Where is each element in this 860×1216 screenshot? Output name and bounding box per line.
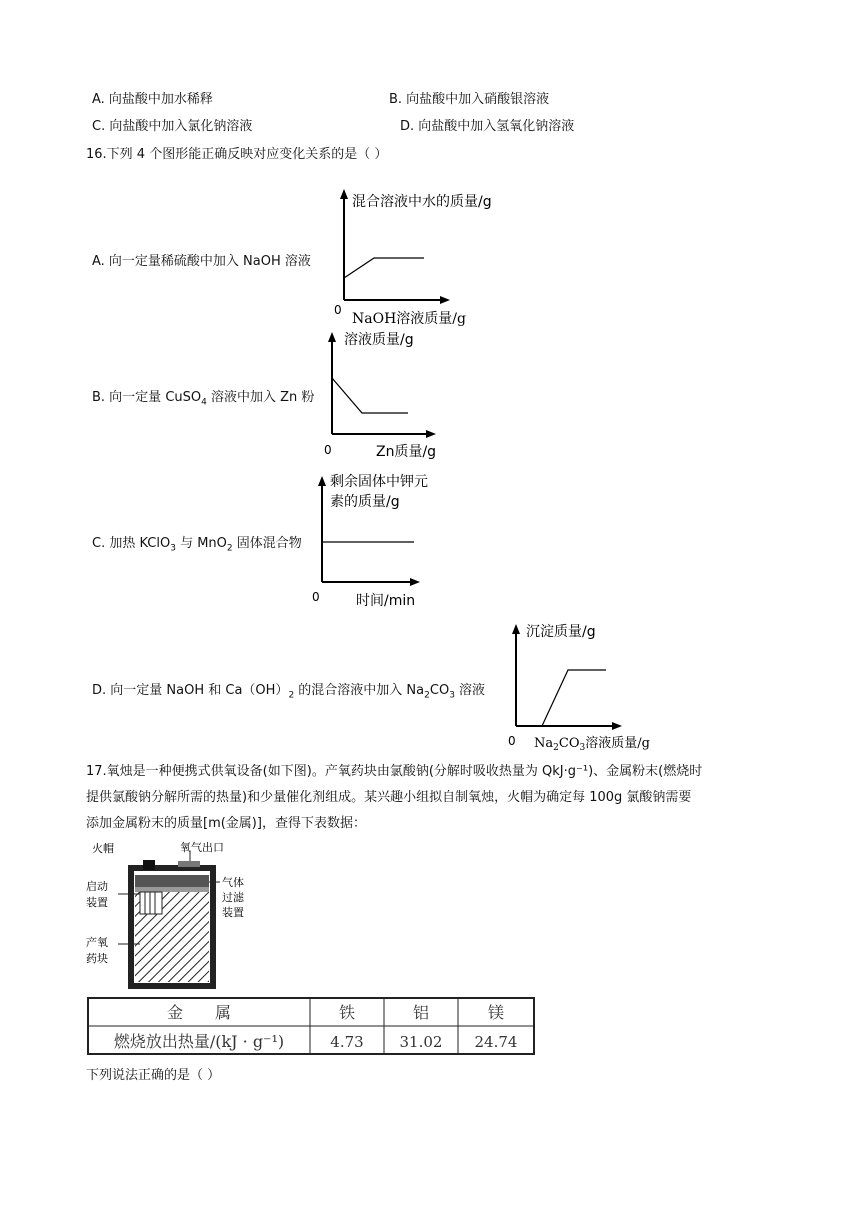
heat-magnesium: 24.74 xyxy=(474,1033,518,1051)
graph-c-origin: 0 xyxy=(312,590,320,604)
label-block-1: 产氧 xyxy=(86,936,108,949)
heat-iron: 4.73 xyxy=(330,1033,364,1051)
metal-iron: 铁 xyxy=(338,1003,356,1022)
q17-line2: 提供氯酸钠分解所需的热量)和少量催化剂组成。某兴趣小组拟自制氧烛，火帽为确定每 100g 氯酸钠需要 xyxy=(86,790,692,805)
oxygen-candle-figure xyxy=(84,838,264,990)
q15-option-b: B. 向盐酸中加入硝酸银溶液 xyxy=(389,92,550,107)
metal-aluminum: 铝 xyxy=(412,1003,430,1022)
label-cap: 火帽 xyxy=(92,842,114,855)
q17-followup: 下列说法正确的是（ ） xyxy=(86,1068,221,1083)
label-starter-2: 装置 xyxy=(86,896,108,909)
q16-option-d-label: D. 向一定量 NaOH 和 $Ca(OH)_2$ 的混合溶液中加入 $Na_2CO_3$ 溶液 xyxy=(92,683,486,701)
graph-d-xlabel: $Na_2CO_3$溶液质量/g xyxy=(534,736,650,753)
metal-heat-table xyxy=(86,996,538,1058)
graph-d-ylabel: 沉淀质量/g xyxy=(526,624,596,640)
q16-option-c-label: C. 加热 KClO$_3$ 与 MnO$_2$ 固体混合物 xyxy=(92,536,302,554)
q15-option-d: D. 向盐酸中加入氢氧化钠溶液 xyxy=(400,119,575,134)
label-block-2: 药块 xyxy=(86,952,108,965)
label-filter-3: 装置 xyxy=(222,906,244,919)
graph-d-origin: 0 xyxy=(508,734,516,748)
q15-option-a: A. 向盐酸中加水稀释 xyxy=(92,92,213,107)
graph-b-xlabel: Zn质量/g xyxy=(376,444,437,460)
graph-c-ylabel-line2: 素的质量/g xyxy=(330,494,400,510)
graph-b-origin: 0 xyxy=(324,443,332,457)
label-starter-1: 启动 xyxy=(86,880,108,893)
label-filter-1: 气体 xyxy=(222,876,244,889)
q17-line3: 添加金属粉末的质量[m(金属)]，查得下表数据： xyxy=(86,816,366,831)
graph-b-ylabel: 溶液质量/g xyxy=(344,332,414,348)
metal-magnesium: 镁 xyxy=(487,1003,505,1022)
label-outlet: 氧气出口 xyxy=(180,841,224,854)
graph-d xyxy=(502,618,667,754)
q15-option-c: C. 向盐酸中加入氯化钠溶液 xyxy=(92,119,253,134)
table-header-metal: 金 属 xyxy=(166,1003,232,1022)
graph-c-xlabel: 时间/min xyxy=(356,593,416,609)
q16-option-a-label: A. 向一定量稀硫酸中加入 NaOH 溶液 xyxy=(92,254,311,269)
q16-option-b-label: B. 向一定量 CuSO$_4$ 溶液中加入 Zn 粉 xyxy=(92,390,315,408)
table-header-heat: 燃烧放出热量/(kJ · g⁻¹) xyxy=(113,1032,285,1051)
q17-line1: 17.氧烛是一种便携式供氧设备(如下图)。产氧药块由氯酸钠(分解时吸收热量为 QkJ·g⁻¹)、金属粉末(燃烧时 xyxy=(86,764,703,779)
heat-aluminum: 31.02 xyxy=(399,1033,443,1051)
graph-c-ylabel-line1: 剩余固体中钾元 xyxy=(330,474,428,490)
q16-stem: 16.下列 4 个图形能正确反映对应变化关系的是（ ） xyxy=(86,147,388,162)
graph-a xyxy=(330,186,520,331)
graph-a-ylabel: 混合溶液中水的质量/g xyxy=(352,194,492,210)
graph-c xyxy=(308,468,458,610)
label-filter-2: 过滤 xyxy=(222,891,244,904)
graph-a-xlabel: NaOH溶液质量/g xyxy=(352,311,466,327)
graph-a-origin: 0 xyxy=(334,303,342,317)
graph-b xyxy=(320,326,510,461)
